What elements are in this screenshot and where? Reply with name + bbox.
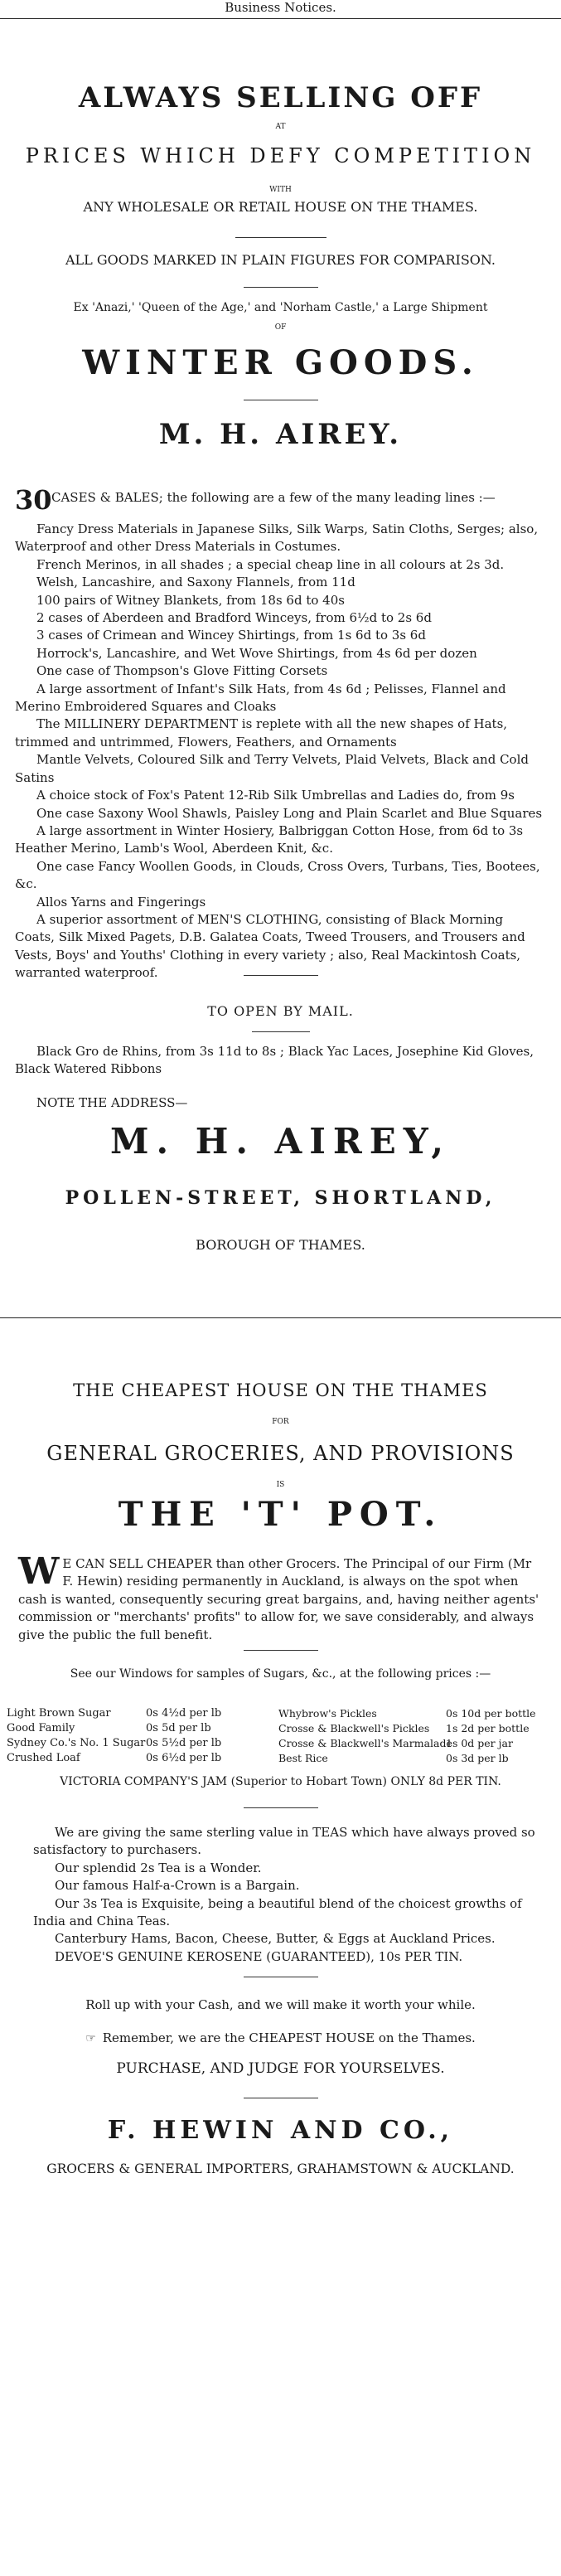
price-row <box>7 1736 272 1751</box>
winter-goods-heading: WINTER GOODS. <box>82 343 479 382</box>
price-value: 0s 5½d per lb <box>146 1737 222 1749</box>
list-item: Allos Yarns and Fingerings <box>36 894 206 910</box>
price-item: Sydney Co.'s No. 1 Sugar <box>7 1737 146 1749</box>
price-row <box>278 1706 557 1721</box>
firm-name: F. HEWIN AND CO., <box>107 2116 454 2145</box>
price-row <box>278 1751 557 1766</box>
tea-item: We are giving the same sterling value in TEAS which have always proved so satisfactory to purchasers. <box>33 1825 535 1858</box>
tea-item: Canterbury Hams, Bacon, Cheese, Butter, & Eggs at Auckland Prices. <box>55 1931 496 1947</box>
grocers-line: GROCERS & GENERAL IMPORTERS, GRAHAMSTOWN & AUCKLAND. <box>46 2161 515 2176</box>
cheapest-house-heading: THE CHEAPEST HOUSE ON THE THAMES <box>73 1380 488 1400</box>
price-value: 0s 6½d per lb <box>146 1752 222 1764</box>
airey-name-large: M. H. AIREY, <box>109 1121 451 1162</box>
word-for: FOR <box>272 1418 289 1426</box>
price-value: 1s 0d per jar <box>446 1737 513 1749</box>
tea-item: DEVOE'S GENUINE KEROSENE (GUARANTEED), 10s PER TIN. <box>55 1948 463 1964</box>
price-row <box>278 1721 557 1736</box>
list-item: Mantle Velvets, Coloured Silk and Terry Velvets, Plaid Velvets, Black and Cold Satins <box>15 752 529 785</box>
price-item: Crosse & Blackwell's Pickles <box>278 1722 430 1734</box>
list-item: A choice stock of Fox's Patent 12-Rib Silk Umbrellas and Ladies do, from 9s <box>36 788 515 803</box>
list-item: A large assortment in Winter Hosiery, Balbriggan Cotton Hose, from 6d to 3s Heather Merino, Lamb's Wool, Aberdeen Knit, &c. <box>15 822 524 856</box>
list-item: 3 cases of Crimean and Wincey Shirtings, from 1s 6d to 3s 6d <box>36 628 426 643</box>
list-item: One case Fancy Woollen Goods, in Clouds, Cross Overs, Turbans, Ties, Bootees, &c. <box>15 858 540 892</box>
price-item: Good Family <box>7 1722 75 1734</box>
section-header: Business Notices. <box>225 0 336 15</box>
price-value: 0s 3d per lb <box>446 1752 509 1764</box>
word-of: OF <box>274 323 287 332</box>
list-item: Welsh, Lancashire, and Saxony Flannels, from 11d <box>36 575 355 590</box>
short-rule <box>244 1650 318 1651</box>
purchase-line: PURCHASE, AND JUDGE FOR YOURSELVES. <box>116 2060 445 2077</box>
teas-list <box>33 1824 540 1966</box>
mail-items <box>15 1043 545 1079</box>
short-rule <box>244 1807 318 1808</box>
list-item: One case of Thompson's Glove Fitting Corsets <box>36 663 328 679</box>
note-address: NOTE THE ADDRESS— <box>36 1095 188 1110</box>
intro-paragraph <box>18 1550 545 1644</box>
borough: BOROUGH OF THAMES. <box>196 1237 365 1253</box>
short-rule <box>244 975 318 976</box>
cases-number: 30 <box>15 484 52 516</box>
marked-line: ALL GOODS MARKED IN PLAIN FIGURES FOR COMPARISON. <box>65 252 496 268</box>
tea-item: Our 3s Tea is Exquisite, being a beautiful blend of the choicest growths of India and China Teas. <box>33 1895 522 1929</box>
cases-intro: CASES & BALES; the following are a few of the many leading lines :— <box>51 490 496 505</box>
price-row <box>7 1751 272 1766</box>
short-rule <box>252 1031 310 1032</box>
price-value: 0s 5d per lb <box>146 1722 211 1734</box>
remember-line <box>0 2030 561 2047</box>
airey-name: M. H. AIREY. <box>158 418 403 451</box>
list-item: 2 cases of Aberdeen and Bradford Winceys, from 6½d to 2s 6d <box>36 610 432 626</box>
price-row <box>7 1721 272 1736</box>
price-row <box>7 1706 272 1721</box>
price-item: Whybrow's Pickles <box>278 1707 377 1720</box>
word-at: AT <box>275 123 286 131</box>
ships-line: Ex 'Anazi,' 'Queen of the Age,' and 'Norham Castle,' a Large Shipment <box>73 301 488 314</box>
jam-line: VICTORIA COMPANY'S JAM (Superior to Hobart Town) ONLY 8d PER TIN. <box>60 1775 501 1788</box>
price-item: Crushed Loaf <box>7 1752 80 1764</box>
price-list-right <box>278 1706 557 1766</box>
word-with: WITH <box>269 186 292 194</box>
price-value: 1s 2d per bottle <box>446 1722 530 1734</box>
general-groceries: GENERAL GROCERIES, AND PROVISIONS <box>46 1442 515 1465</box>
short-rule <box>235 237 326 238</box>
divider <box>0 1317 561 1318</box>
divider <box>0 18 561 19</box>
price-item: Best Rice <box>278 1752 328 1764</box>
price-item: Crosse & Blackwell's Marmalade <box>278 1737 452 1749</box>
list-item: 100 pairs of Witney Blankets, from 18s 6d to 40s <box>36 592 345 608</box>
to-open-by-mail: TO OPEN BY MAIL. <box>207 1003 354 1019</box>
prices-line: PRICES WHICH DEFY COMPETITION <box>25 144 536 167</box>
tea-item: Our splendid 2s Tea is a Wonder. <box>55 1860 262 1875</box>
drop-cap: W <box>18 1550 60 1593</box>
price-value: 0s 4½d per lb <box>146 1707 222 1720</box>
any-house-line: ANY WHOLESALE OR RETAIL HOUSE ON THE THAMES. <box>83 199 478 215</box>
word-is: IS <box>276 1481 285 1489</box>
list-item: Horrock's, Lancashire, and Wet Wove Shirtings, from 4s 6d per dozen <box>36 645 477 661</box>
price-row <box>278 1736 557 1751</box>
list-item: One case Saxony Wool Shawls, Paisley Long and Plain Scarlet and Blue Squares <box>36 805 543 821</box>
remember-text: Remember, we are the CHEAPEST HOUSE on the Thames. <box>102 2030 476 2045</box>
list-item: Fancy Dress Materials in Japanese Silks, Silk Warps, Satin Cloths, Serges; also, Waterproof and other Dress Materials in Costumes. <box>15 522 539 555</box>
list-item: A large assortment of Infant's Silk Hats, from 4s 6d ; Pelisses, Flannel and Merino Embroidered Squares and Cloaks <box>15 681 506 715</box>
tpot-heading: THE 'T' POT. <box>118 1495 443 1534</box>
tea-item: Our famous Half-a-Crown is a Bargain. <box>55 1878 300 1894</box>
street-address: POLLEN-STREET, SHORTLAND, <box>65 1187 496 1209</box>
price-value: 0s 10d per bottle <box>446 1707 536 1720</box>
intro-text: E CAN SELL CHEAPER than other Grocers. The Principal of our Firm (Mr F. Hewin) residing permanently in Auckland, is always on the spot when cash is wanted, consequently securing great bargains, and, having neither agents' commission or "merchants' profits" to allow for, we save considerably, and always give the public the full benefit. <box>18 1556 539 1642</box>
pointing-hand-icon: ☞ <box>85 2032 96 2045</box>
see-windows: See our Windows for samples of Sugars, &c., at the following prices :— <box>70 1667 491 1681</box>
goods-list <box>15 521 545 982</box>
roll-up-line: Roll up with your Cash, and we will make it worth your while. <box>85 1997 476 2012</box>
price-item: Light Brown Sugar <box>7 1707 111 1720</box>
price-list-left <box>7 1706 272 1766</box>
list-item: A superior assortment of MEN'S CLOTHING, consisting of Black Morning Coats, Silk Mixed Pagets, D.B. Galatea Coats, Tweed Trousers, and Trousers and Vests, Boys' and Youths' Clothing in every variety ; also, Real Mackintosh Coats, warranted waterproof. <box>15 911 525 981</box>
short-rule <box>244 287 318 288</box>
list-item: The MILLINERY DEPARTMENT is replete with all the new shapes of Hats, trimmed and untrimmed, Flowers, Feathers, and Ornaments <box>15 716 508 750</box>
mail-items-text: Black Gro de Rhins, from 3s 11d to 8s ; Black Yac Laces, Josephine Kid Gloves, Black Watered Ribbons <box>15 1044 534 1077</box>
list-item: French Merinos, in all shades ; a special cheap line in all colours at 2s 3d. <box>36 556 505 572</box>
headline-always-selling-off: ALWAYS SELLING OFF <box>78 81 483 114</box>
